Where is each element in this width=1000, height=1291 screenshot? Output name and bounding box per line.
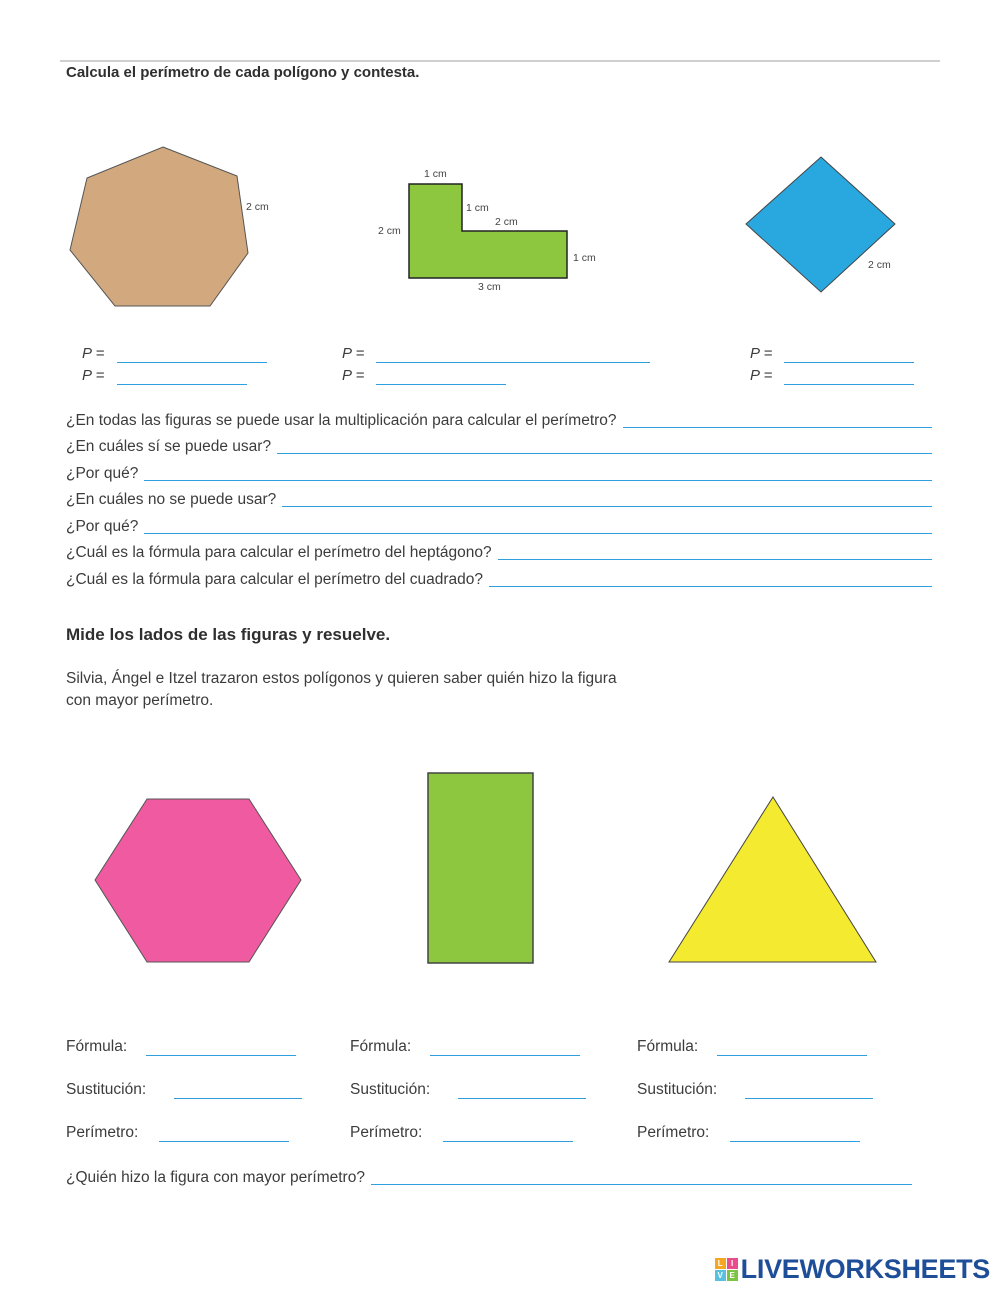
answer-line[interactable] [489,586,932,587]
question-text: ¿Cuál es la fórmula para calcular el perímetro del cuadrado? [66,571,483,588]
heptagon-shape [70,147,248,306]
formula-label: Fórmula: [637,1038,699,1055]
answer-line[interactable] [458,1098,586,1099]
substitution-label: Sustitución: [637,1081,718,1098]
perimeter-label: Perímetro: [637,1124,710,1141]
answer-line[interactable] [717,1055,867,1056]
answer-line[interactable] [282,506,932,507]
hexagon-figure [90,795,306,967]
p-label: P = [342,345,365,362]
top-divider [60,60,940,62]
section2-description-line1: Silvia, Ángel e Itzel trazaron estos polígonos y quieren saber quién hizo la figura [66,670,617,687]
l-label-right: 1 cm [573,252,596,264]
question-row [66,487,932,509]
answer-line[interactable] [730,1141,860,1142]
logo-text: LIVEWORKSHEETS [740,1254,990,1284]
section2-title: Mide los lados de las figuras y resuelve. [66,625,391,644]
question-text: ¿En todas las figuras se puede usar la multiplicación para calcular el perímetro? [66,412,617,429]
triangle-figure [663,792,883,967]
l-label-inner-vertical: 1 cm [466,202,489,214]
square-figure [740,150,905,300]
answer-line[interactable] [159,1141,289,1142]
answer-line[interactable] [144,480,932,481]
question-text: ¿En cuáles no se puede usar? [66,491,277,508]
answer-line[interactable] [498,559,932,560]
answer-line[interactable] [430,1055,580,1056]
answer-line[interactable] [144,533,932,534]
answer-line[interactable] [117,384,247,385]
p-label: P = [82,367,105,384]
answer-line[interactable] [174,1098,302,1099]
question-row [66,434,932,456]
question-row [66,461,932,483]
perimeter-label: Perímetro: [66,1124,139,1141]
formula-label: Fórmula: [350,1038,412,1055]
question-text: ¿Por qué? [66,465,139,482]
final-question-row [66,1165,912,1187]
question-text: ¿Por qué? [66,518,139,535]
answer-line[interactable] [146,1055,296,1056]
answer-line[interactable] [784,384,914,385]
p-label: P = [342,367,365,384]
question-row [66,408,932,430]
triangle-shape [669,797,876,962]
rectangle-figure [425,770,537,967]
section1-instruction: Calcula el perímetro de cada polígono y contesta. [66,64,420,81]
substitution-label: Sustitución: [350,1081,431,1098]
l-label-inner-horizontal: 2 cm [495,216,518,228]
l-label-left: 2 cm [378,225,401,237]
final-question-text: ¿Quién hizo la figura con mayor perímetro? [66,1169,365,1186]
liveworksheets-logo [715,1254,990,1285]
question-row [66,567,932,589]
answer-line[interactable] [623,427,932,428]
answer-line[interactable] [443,1141,573,1142]
formula-label: Fórmula: [66,1038,128,1055]
l-label-bottom: 3 cm [478,281,501,293]
question-row [66,514,932,536]
question-text: ¿En cuáles sí se puede usar? [66,438,272,455]
logo-blocks-icon: L I V E [715,1258,738,1281]
hexagon-shape [95,799,301,962]
answer-line[interactable] [117,362,267,363]
l-shape-figure [400,175,580,285]
substitution-label: Sustitución: [66,1081,147,1098]
heptagon-figure [60,140,310,315]
answer-line[interactable] [745,1098,873,1099]
question-text: ¿Cuál es la fórmula para calcular el perímetro del heptágono? [66,544,492,561]
p-label: P = [750,345,773,362]
heptagon-side-label: 2 cm [246,201,269,213]
section2-description-line2: con mayor perímetro. [66,692,214,709]
answer-line[interactable] [277,453,932,454]
square-shape [746,157,895,292]
answer-line[interactable] [371,1184,912,1185]
question-row [66,540,932,562]
p-label: P = [82,345,105,362]
square-side-label: 2 cm [868,259,891,271]
perimeter-label: Perímetro: [350,1124,423,1141]
l-shape [409,184,567,278]
p-label: P = [750,367,773,384]
answer-line[interactable] [376,362,650,363]
answer-line[interactable] [784,362,914,363]
rectangle-shape [428,773,533,963]
l-label-top: 1 cm [424,168,447,180]
answer-line[interactable] [376,384,506,385]
